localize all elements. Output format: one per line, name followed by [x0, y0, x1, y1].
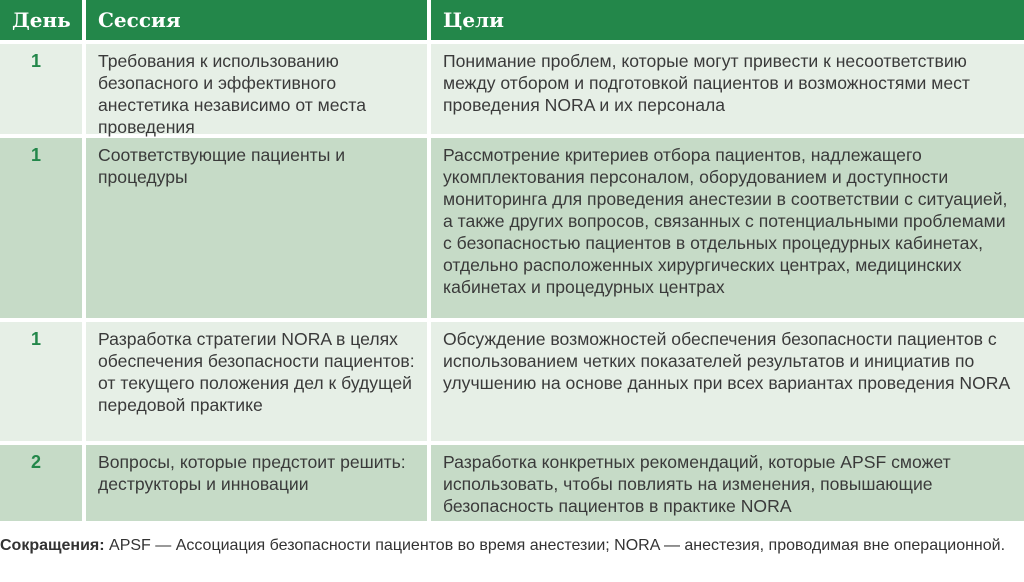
- day-cell: 1: [0, 44, 82, 134]
- day-cell: 1: [0, 138, 82, 318]
- table-header: [0, 0, 1024, 40]
- session-cell: Вопросы, которые предстоит решить: деструкторы и инновации: [86, 445, 427, 521]
- footnote-text: APSF — Ассоциация безопасности пациентов во время анестезии; NORA — анестезия, проводимая вне операционной.: [104, 537, 1006, 554]
- day-cell: 1: [0, 322, 82, 441]
- session-cell: Разработка стратегии NORA в целях обеспечения безопасности пациентов: от текущего положения дел к будущей передовой практике: [86, 322, 427, 441]
- header-session: Сессия: [86, 0, 427, 40]
- session-cell: Соответствующие пациенты и процедуры: [86, 138, 427, 318]
- session-cell: Требования к использованию безопасного и эффективного анестетика независимо от места проведения: [86, 44, 427, 134]
- table-row: [0, 44, 1024, 137]
- header-day: День: [0, 0, 82, 40]
- footnote-label: Сокращения:: [0, 537, 105, 554]
- goals-cell: Рассмотрение критериев отбора пациентов, надлежащего укомплектования персоналом, оборудованием и доступности мониторинга для проведения анестезии в соответствии с ситуацией, а также других вопросов, связанных с потенциальными проблемами с безопасностью пациентов в отдельных процедурных кабинетах, отдельно расположенных хирургических центрах, медицинских кабинетах и процедурных центрах: [431, 138, 1024, 318]
- goals-cell: Обсуждение возможностей обеспечения безопасности пациентов с использованием четких показателей результатов и инициатив по улучшению на основе данных при всех вариантах проведения NORA: [431, 322, 1024, 441]
- goals-cell: Разработка конкретных рекомендаций, которые APSF сможет использовать, чтобы повлиять на изменения, повышающие безопасность пациентов в практике NORA: [431, 445, 1024, 521]
- footnote: [0, 536, 1020, 556]
- table-row: [0, 322, 1024, 441]
- goals-cell: Понимание проблем, которые могут привести к несоответствию между отбором и подготовкой пациентов и возможностями мест проведения NORA и их персонала: [431, 44, 1024, 134]
- day-cell: 2: [0, 445, 82, 521]
- header-goals: Цели: [431, 0, 1024, 40]
- table-row: [0, 138, 1024, 318]
- table-row: [0, 445, 1024, 521]
